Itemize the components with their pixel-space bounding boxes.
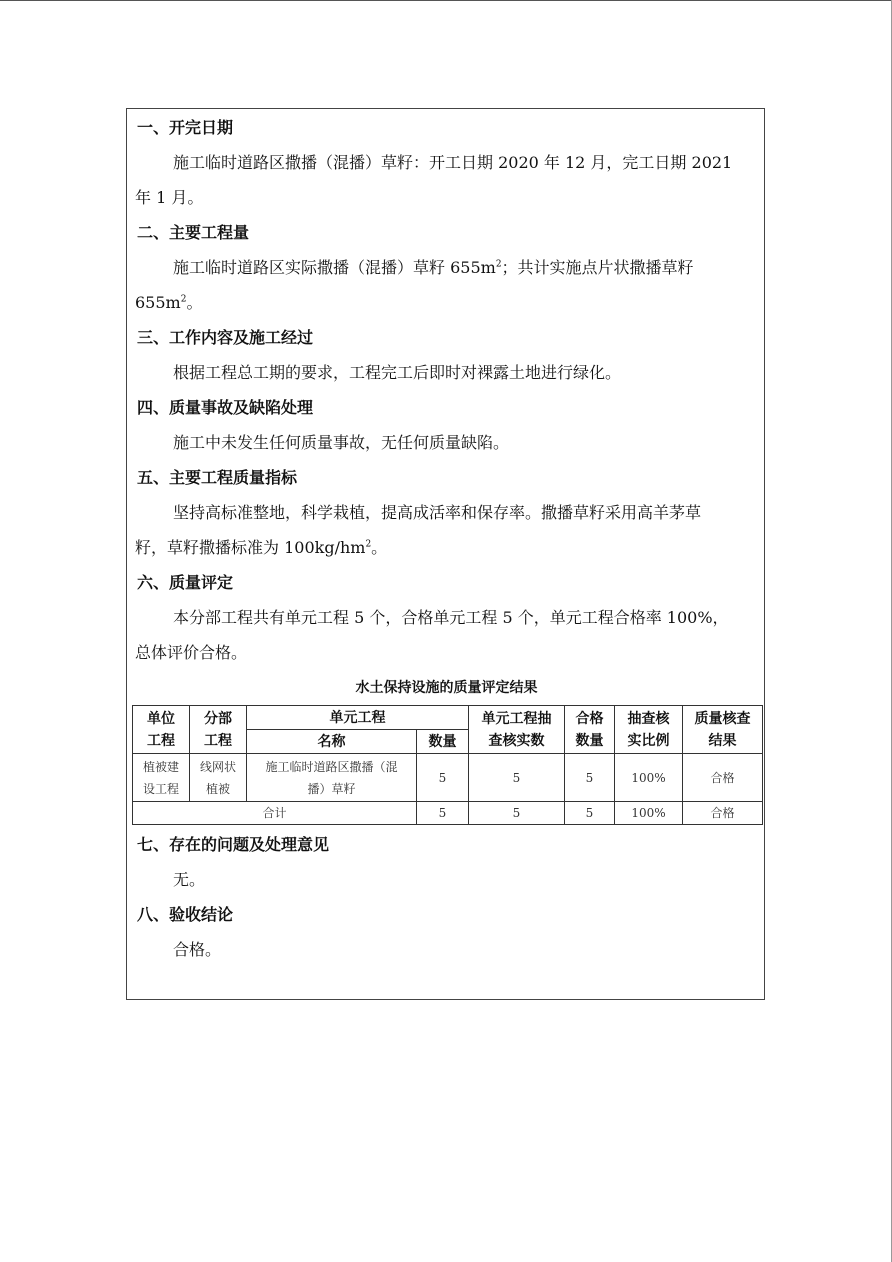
header-ratio [615, 706, 683, 754]
section-heading-6: 六、质量评定 [137, 573, 234, 592]
cell-sampled: 5 [469, 754, 565, 802]
header-result [683, 706, 763, 754]
header-count: 数量 [417, 730, 469, 754]
cell-total-qualified: 5 [565, 802, 615, 825]
section-body-7 [135, 862, 759, 897]
cell-name [247, 754, 417, 802]
section-2-line-2b: 。 [186, 293, 203, 312]
header-text: 工程 [204, 732, 232, 749]
header-text: 实比例 [627, 732, 670, 749]
section-heading-8: 八、验收结论 [137, 905, 234, 924]
section-body-8 [135, 932, 759, 967]
section-heading-1: 一、开完日期 [137, 118, 234, 137]
table-total-row [133, 802, 763, 825]
section-body-1 [135, 145, 759, 215]
header-text: 分部 [204, 710, 232, 727]
header-text: 数量 [575, 732, 604, 749]
section-7-line-1: 无。 [173, 870, 206, 889]
cell-text: 线网状 [199, 759, 236, 774]
cell-text: 施工临时道路区撒播（混 [265, 759, 398, 774]
superscript: 2 [180, 294, 187, 305]
header-unit-project [133, 706, 190, 754]
table-header-row [133, 706, 763, 730]
superscript: 2 [365, 539, 372, 550]
cell-total-label: 合计 [133, 802, 417, 825]
superscript: 2 [495, 259, 502, 270]
section-heading-2: 二、主要工程量 [137, 223, 250, 242]
section-2-line-2: 655m [135, 293, 181, 312]
header-text: 单位 [147, 710, 175, 727]
cell-text: 植被 [205, 781, 230, 796]
header-text: 查核实数 [488, 732, 545, 749]
section-heading-7: 七、存在的问题及处理意见 [137, 835, 330, 854]
header-text: 抽查核 [627, 710, 670, 727]
header-sub-project [190, 706, 247, 754]
section-1-line-2: 年 1 月。 [135, 188, 204, 207]
section-body-2 [135, 250, 759, 320]
section-5-line-1: 坚持高标准整地，科学栽植，提高成活率和保存率。撒播草籽采用高羊茅草 [173, 503, 702, 522]
header-sampled [469, 706, 565, 754]
report-frame [126, 108, 765, 1000]
section-body-3 [135, 355, 759, 390]
section-2-line-1b: ；共计实施点片状撒播草籽 [501, 258, 694, 277]
section-2-line-1: 施工临时道路区实际撒播（混播）草籽 655m [173, 258, 496, 277]
section-5-line-2b: 。 [371, 538, 388, 557]
table-caption: 水土保持设施的质量评定结果 [355, 680, 538, 696]
cell-text: 播）草籽 [307, 781, 356, 796]
header-name: 名称 [247, 730, 417, 754]
section-3-line-1: 根据工程总工期的要求，工程完工后即时对裸露土地进行绿化。 [173, 363, 622, 382]
header-text: 工程 [147, 732, 175, 749]
cell-ratio: 100% [615, 754, 683, 802]
cell-sub-project [190, 754, 247, 802]
header-text: 结果 [708, 732, 737, 749]
header-text: 质量核查 [694, 710, 751, 727]
header-text: 合格 [575, 710, 604, 727]
header-qualified [565, 706, 615, 754]
cell-total-ratio: 100% [615, 802, 683, 825]
section-heading-5: 五、主要工程质量指标 [137, 468, 298, 487]
cell-unit-project [133, 754, 190, 802]
quality-assessment-table [132, 705, 763, 825]
cell-total-result: 合格 [683, 802, 763, 825]
section-body-6 [135, 600, 759, 670]
top-border-line [0, 0, 892, 1]
section-8-line-1: 合格。 [173, 940, 222, 959]
header-element-project: 单元工程 [247, 706, 469, 730]
cell-count: 5 [417, 754, 469, 802]
cell-qualified: 5 [565, 754, 615, 802]
section-4-line-1: 施工中未发生任何质量事故，无任何质量缺陷。 [173, 433, 510, 452]
cell-text: 植被建 [142, 759, 179, 774]
section-6-line-2: 总体评价合格。 [135, 643, 248, 662]
section-6-line-1: 本分部工程共有单元工程 5 个，合格单元工程 5 个，单元工程合格率 100%， [173, 608, 729, 627]
cell-total-sampled: 5 [469, 802, 565, 825]
section-heading-3: 三、工作内容及施工经过 [137, 328, 314, 347]
header-text: 单元工程抽 [481, 710, 552, 727]
section-1-line-1: 施工临时道路区撒播（混播）草籽：开工日期 2020 年 12 月，完工日期 2021 [173, 153, 733, 172]
table-row [133, 754, 763, 802]
section-body-4 [135, 425, 759, 460]
cell-result: 合格 [683, 754, 763, 802]
section-5-line-2: 籽，草籽撒播标准为 100kg/hm [135, 538, 366, 557]
cell-total-count: 5 [417, 802, 469, 825]
section-heading-4: 四、质量事故及缺陷处理 [137, 398, 314, 417]
cell-text: 设工程 [142, 781, 179, 796]
section-body-5 [135, 495, 759, 565]
